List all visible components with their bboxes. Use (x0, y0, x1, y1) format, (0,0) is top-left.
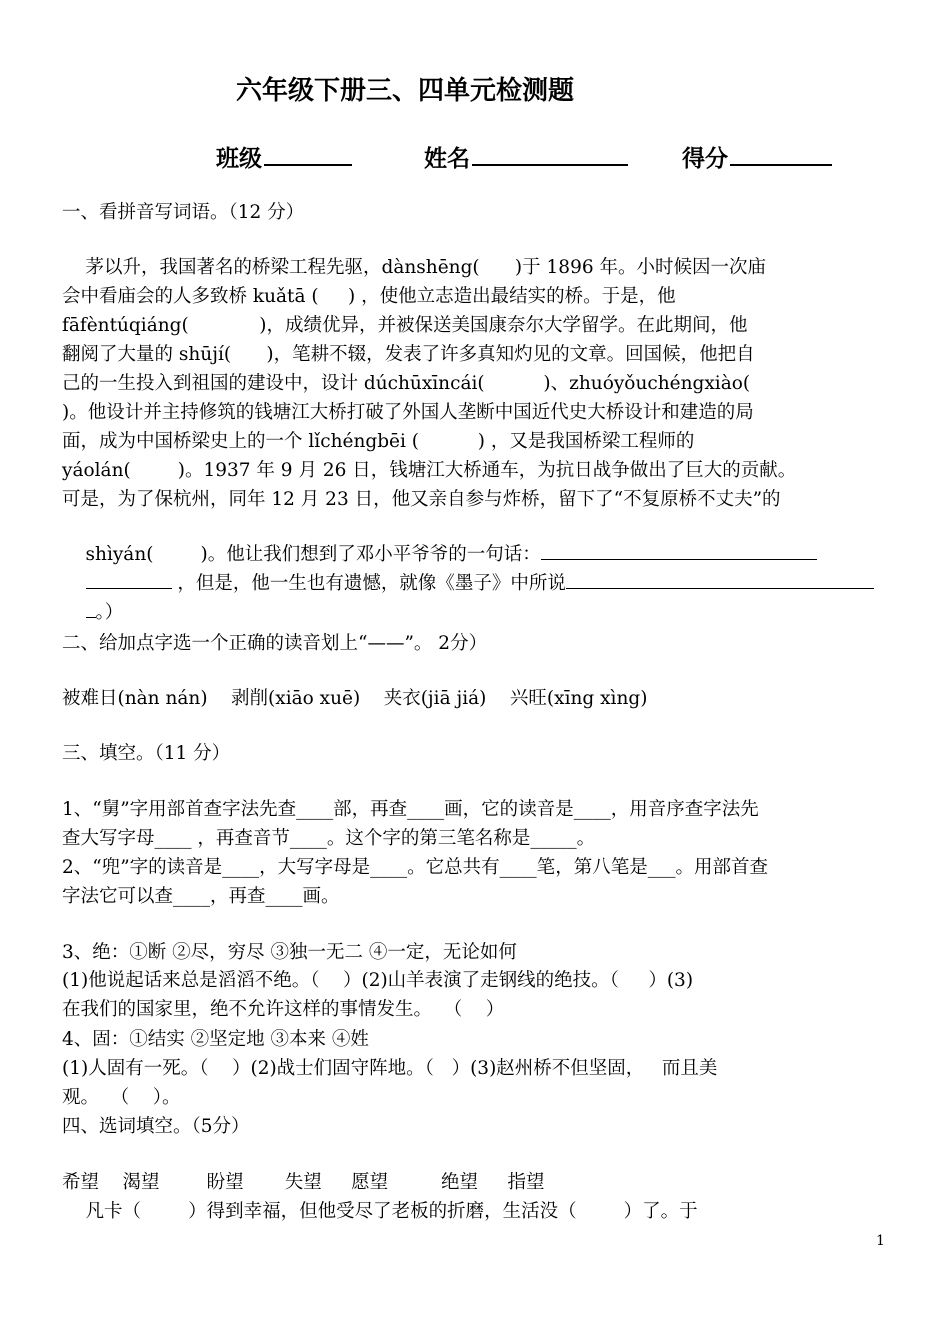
score-field (682, 140, 832, 173)
section3-line-3: 2、“兜”字的读音是____，大写字母是____。它总共有____笔，第八笔是___。用部首查 (62, 857, 768, 878)
section3-line-4: 字法它可以查____，再查____画。 (62, 886, 340, 907)
mozi-quote-blank-1[interactable] (566, 570, 874, 589)
name-blank[interactable] (472, 144, 628, 166)
class-label: 班级 (216, 145, 262, 172)
score-blank[interactable] (730, 144, 832, 166)
section1-line-3: fāfèntúqiáng( )，成绩优异，并被保送美国康奈尔大学留学。在此期间，他 (62, 315, 748, 336)
section1-line-9: 可是，为了保杭州，同年 12 月 23 日，他又亲自参与炸桥，留下了“不复原桥不丈夫”的 (62, 489, 781, 510)
name-label: 姓名 (424, 145, 470, 172)
section3-heading: 三、填空。（11 分） (62, 743, 231, 764)
section3-line-11: 观。 （ ）。 (62, 1087, 181, 1108)
section1-line-11 (62, 546, 874, 620)
section4-line-1: 凡卡（ ）得到幸福，但他受尽了老板的折磨，生活没（ ）了。于 (62, 1201, 698, 1222)
section3-line-6: 3、绝：①断 ②尽，穷尽 ③独一无二 ④一定，无论如何 (62, 942, 517, 963)
page-number: 1 (876, 1233, 885, 1249)
section4-words: 希望 渴望 盼望 失望 愿望 绝望 指望 (62, 1172, 545, 1193)
section1-line-12-text: 。） (95, 602, 124, 623)
section3-line-2: 查大写字母____ ，再查音节____。这个字的第三笔名称是_____。 (62, 828, 596, 849)
section1-line-1: 茅以升，我国著名的桥梁工程先驱，dànshēng( )于 1896 年。小时候因一次庙 (62, 257, 766, 278)
section1-line-5: 己的一生投入到祖国的建设中，设计 dúchūxīncái( )、zhuóyǒuchéngxiào( (62, 373, 751, 394)
section1-line-8: yáolán( )。1937 年 9 月 26 日，钱塘江大桥通车，为抗日战争做出了巨大的贡献。 (62, 460, 797, 481)
section1-heading: 一、看拼音写词语。（12 分） (62, 202, 305, 223)
section1-line-4: 翻阅了大量的 shūjí( )，笔耕不辍，发表了许多真知灼见的文章。回国候，他把自 (62, 344, 755, 365)
mozi-quote-blank-2[interactable] (86, 599, 96, 618)
section2-items: 被难日(nàn nán) 剥削(xiāo xuē) 夹衣(jiā jiá) 兴旺(xīng xìng) (62, 688, 648, 709)
section3-line-7: (1)他说起话来总是滔滔不绝。（ ）(2)山羊表演了走钢线的绝技。（ ）(3) (62, 970, 694, 991)
section4-heading: 四、选词填空。（5分） (62, 1116, 250, 1137)
section3-line-8: 在我们的国家里，绝不允许这样的事情发生。 （ ） (62, 999, 505, 1020)
section2-heading: 二、给加点字选一个正确的读音划上“——”。 2分） (62, 633, 488, 654)
section3-line-10: (1)人固有一死。（ ）(2)战士们固守阵地。（ ）(3)赵州桥不但坚固， 而且美 (62, 1058, 718, 1079)
class-blank[interactable] (264, 144, 352, 166)
class-field (216, 140, 352, 173)
section1-line-2: 会中看庙会的人多致桥 kuǎtā ( ) ，使他立志造出最结实的桥。于是，他 (62, 286, 676, 307)
section1-line-10-text: shìyán( )。他让我们想到了邓小平爷爷的一句话： (85, 544, 541, 565)
name-field (424, 140, 628, 173)
score-label: 得分 (682, 145, 728, 172)
section1-line-7: 面，成为中国桥梁史上的一个 lǐchéngbēi ( ) ，又是我国桥梁工程师的 (62, 431, 695, 452)
section1-line-6: )。他设计并主持修筑的钱塘江大桥打破了外国人垄断中国近代史大桥设计和建造的局 (62, 402, 754, 423)
section3-line-9: 4、固：①结实 ②坚定地 ③本来 ④姓 (62, 1029, 369, 1050)
section3-line-1: 1、“舅”字用部首查字法先查____部，再查____画，它的读音是____，用音序查字法先 (62, 799, 759, 820)
section1-line-11-text: ，但是，他一生也有遗憾，就像《墨子》中所说 (171, 573, 566, 594)
page-title: 六年级下册三、四单元检测题 (236, 76, 575, 106)
